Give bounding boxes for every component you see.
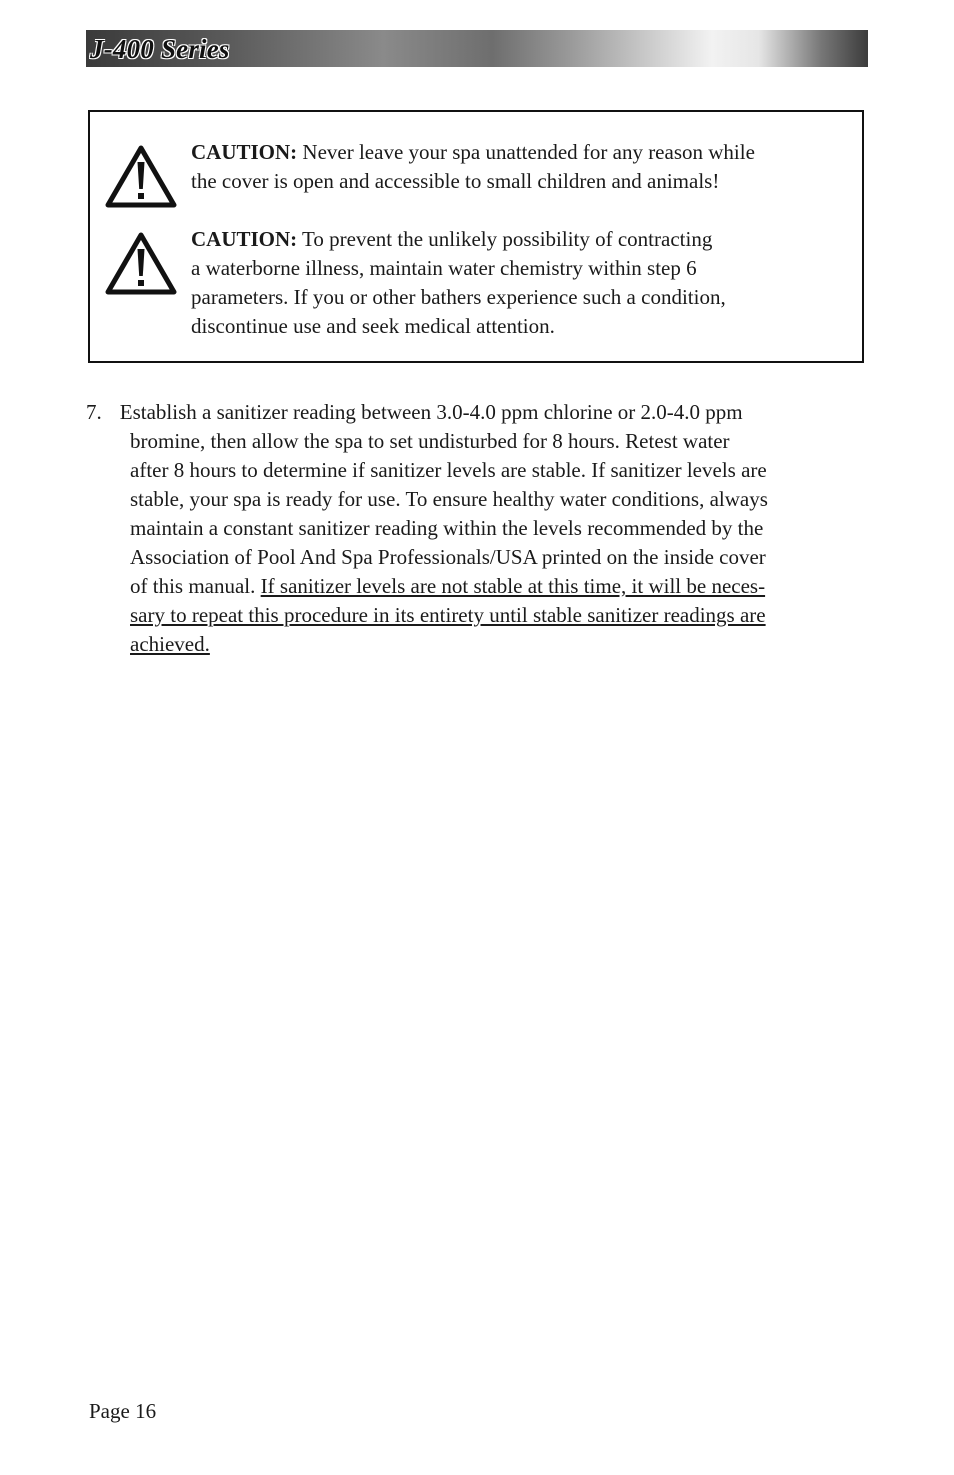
step-7-line-6: Association of Pool And Spa Professionals/USA printed on the inside cover [130, 545, 766, 569]
caution-2-line-2: a waterborne illness, maintain water chemistry within step 6 [191, 256, 697, 280]
caution-text-2 [191, 225, 851, 341]
caution-text-1 [191, 138, 851, 196]
caution-label-1: CAUTION: [191, 140, 298, 164]
step-7-line-4: stable, your spa is ready for use. To ensure healthy water conditions, always [130, 487, 768, 511]
step-7-line-2: bromine, then allow the spa to set undisturbed for 8 hours. Retest water [130, 429, 730, 453]
step-7-paragraph [86, 398, 876, 659]
step-7-line-8-underlined: sary to repeat this procedure in its entirety until stable sanitizer readings are [130, 603, 766, 627]
warning-triangle-icon [104, 144, 178, 210]
caution-2-line-1: To prevent the unlikely possibility of contracting [297, 227, 713, 251]
step-number: 7. [86, 400, 102, 424]
step-7-line-1: Establish a sanitizer reading between 3.0-4.0 ppm chlorine or 2.0-4.0 ppm [119, 400, 743, 424]
step-7-line-9-underlined: achieved. [130, 632, 210, 656]
caution-1-line-1: Never leave your spa unattended for any reason while [297, 140, 755, 164]
caution-box [88, 110, 864, 363]
caution-1-line-2: the cover is open and accessible to small children and animals! [191, 169, 720, 193]
page-number: Page 16 [89, 1399, 157, 1423]
step-7-line-3: after 8 hours to determine if sanitizer levels are stable. If sanitizer levels are [130, 458, 767, 482]
step-7-line-7-underlined: If sanitizer levels are not stable at this time, it will be neces- [260, 574, 766, 598]
warning-triangle-icon [104, 231, 178, 297]
caution-2-line-4: discontinue use and seek medical attention. [191, 314, 555, 338]
header-bar [86, 30, 868, 67]
step-7-line-7-plain: of this manual. [130, 574, 261, 598]
caution-label-2: CAUTION: [191, 227, 298, 251]
caution-2-line-3: parameters. If you or other bathers experience such a condition, [191, 285, 726, 309]
header-title: J-400 Series [90, 34, 230, 64]
step-7-line-5: maintain a constant sanitizer reading within the levels recommended by the [130, 516, 764, 540]
